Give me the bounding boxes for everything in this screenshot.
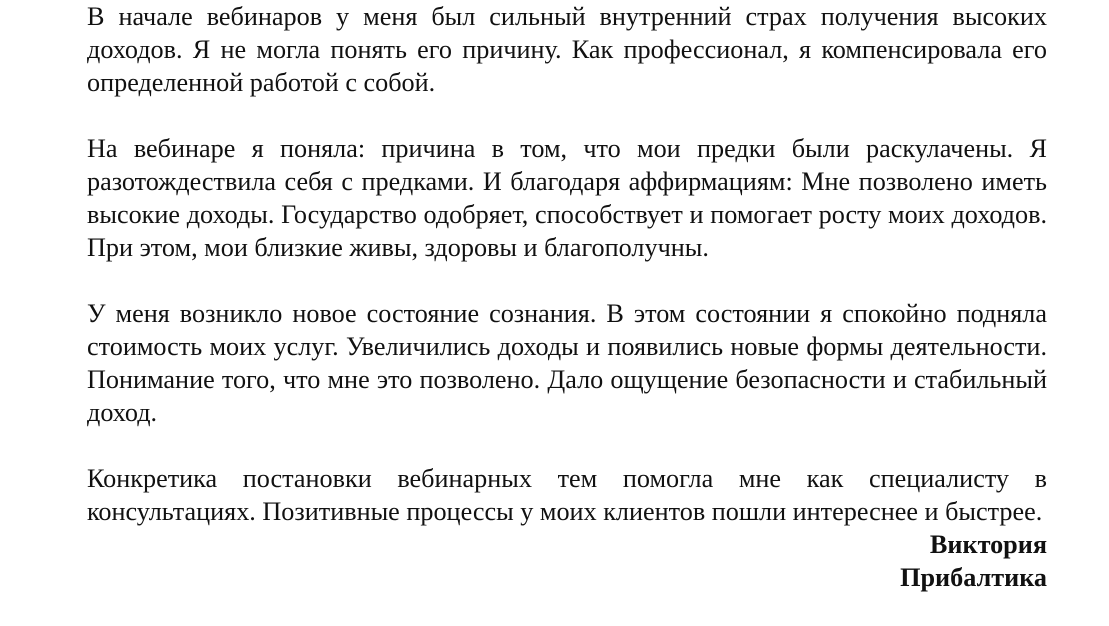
signature-name: Виктория — [929, 530, 1047, 559]
paragraph-1: В начале вебинаров у меня был сильный внутренний страх получения высоких доходов. Я не могла понять его причину. Как профессионал, я компенсировала его определенной работой с собой. — [87, 2, 1047, 97]
document-body — [87, 0, 1047, 594]
signature — [87, 528, 1047, 594]
signature-location: Прибалтика — [900, 563, 1047, 592]
paragraph-2: На вебинаре я поняла: причина в том, что мои предки были раскулачены. Я разотождествила себя с предками. И благодаря аффирмациям: Мне позволено иметь высокие доходы. Государство одобряет, способствует и помогает росту моих доходов. При этом, мои близкие живы, здоровы и благополучны. — [87, 134, 1047, 262]
paragraph-3: У меня возникло новое состояние сознания. В этом состоянии я спокойно подняла стоимость моих услуг. Увеличились доходы и появились новые формы деятельности. Понимание того, что мне это позволено. Дало ощущение безопасности и стабильный доход. — [87, 299, 1047, 427]
paragraph-4: Конкретика постановки вебинарных тем помогла мне как специалисту в консультациях. Позитивные процессы у моих клиентов пошли интереснее и быстрее. — [87, 464, 1047, 526]
